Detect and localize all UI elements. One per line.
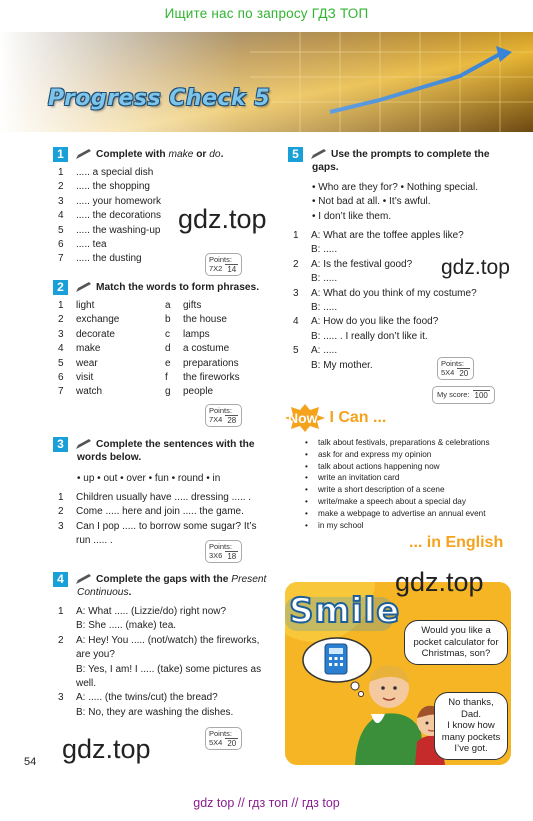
dialogue-line: 1 A: What ..... (Lizzie/do) right now? [58, 606, 227, 617]
list-item: f the fireworks [165, 372, 240, 384]
points-box-5: Points: 5X4 20 [437, 357, 474, 380]
dialogue-line: B: My mother. [311, 359, 373, 371]
smile-logo: Smile [283, 589, 395, 637]
dialogue-line: 2 A: Hey! You ..... (not/watch) the fireworks, [58, 634, 260, 646]
section-3-list [58, 491, 273, 549]
dialogue-line: 4 A: How do you like the food? [293, 316, 439, 328]
dialogue-line: B: Yes, I am! I ..... (take) some pictures as [76, 663, 262, 675]
page-number: 54 [24, 756, 37, 768]
list-item: 4 make [58, 343, 101, 355]
page-title: Progress Check 5 [48, 86, 271, 111]
header-banner [0, 32, 533, 132]
section-3-number: 3 [53, 437, 68, 452]
prompt-line: • I don’t like them. [312, 210, 392, 222]
list-item: run ..... . [76, 535, 113, 547]
list-item: 3 ..... your homework [58, 195, 162, 207]
list-item: a gifts [165, 300, 202, 311]
watermark-text: gdz.top [441, 256, 510, 279]
section-5-prompts [312, 181, 478, 224]
watermark-text: gdz.top [62, 734, 151, 764]
points-box-1: Points: 7X2 14 [205, 253, 242, 276]
dialogue-line: 3 A: What do you think of my costume? [293, 287, 477, 299]
list-item: e preparations [165, 357, 239, 369]
list-item: 1 Children usually have ..... dressing ..... . [58, 492, 252, 503]
section-4-heading: Complete the gaps with the Present Continuous. [77, 574, 267, 598]
section-5-heading: Use the prompts to complete the gaps. [312, 149, 490, 173]
list-item: 7 ..... the dusting [58, 253, 142, 265]
dialogue-line: B: ..... [311, 302, 338, 314]
now-i-can-list [300, 437, 515, 531]
list-item: 1 light [58, 300, 95, 311]
list-item: 2 exchange [58, 314, 120, 326]
list-item: 7 watch [58, 386, 103, 398]
dialogue-line: B: ..... . I really don’t like it. [311, 330, 428, 342]
in-english-label: ... in English [409, 534, 504, 551]
list-item: 5 wear [58, 357, 98, 369]
my-score-box: My score: 100 [432, 386, 495, 404]
bottom-watermark: gdz top // гдз топ // гдз top [193, 796, 340, 810]
list-item: • talk about festivals, preparations & celebrations [300, 437, 515, 449]
dialogue-line: 3 A: ..... (the twins/cut) the bread? [58, 692, 218, 704]
list-item: • write a short description of a scene [300, 484, 515, 496]
points-box-3: Points: 3X6 18 [205, 540, 242, 563]
section-1-number: 1 [53, 147, 68, 162]
list-item: • write an invitation card [300, 472, 515, 484]
list-item: 2 Come ..... here and join ..... the game. [58, 506, 244, 518]
section-2-left-list [58, 299, 119, 400]
section-4-list [58, 605, 273, 720]
dialogue-line: are you? [76, 649, 115, 661]
list-item: • make a webpage to advertise an annual event [300, 508, 515, 520]
dialogue-line: 5 A: ..... [293, 345, 338, 357]
dialogue-line: B: She ..... (make) tea. [76, 620, 177, 632]
top-watermark: Ищите нас по запросу ГДЗ ТОП [164, 6, 369, 21]
section-2-number: 2 [53, 280, 68, 295]
list-item: 6 ..... tea [58, 239, 107, 251]
list-item: 6 visit [58, 372, 94, 384]
prompt-line: • Who are they for? • Nothing special. [312, 182, 478, 193]
list-item: 1 ..... a special dish [58, 167, 154, 178]
list-item: 4 ..... the decorations [58, 210, 162, 222]
list-item: b the house [165, 314, 227, 326]
dialogue-line: 2 A: Is the festival good? [293, 258, 413, 270]
list-item: • ask for and express my opinion [300, 449, 515, 461]
dialogue-line: B: ..... [311, 244, 338, 256]
list-item: d a costume [165, 343, 230, 355]
pencil-icon [75, 148, 93, 160]
dialogue-line: 1 A: What are the toffee apples like? [293, 230, 464, 241]
section-5-number: 5 [288, 147, 303, 162]
section-3-word-bank: • up • out • over • fun • round • in [77, 473, 221, 484]
list-item: • talk about actions happening now [300, 461, 515, 473]
section-5-list [293, 229, 513, 373]
prompt-line: • Not bad at all. • It’s awful. [312, 196, 431, 208]
dialogue-line: B: No, they are washing the dishes. [76, 706, 234, 718]
list-item: g people [165, 386, 214, 398]
points-box-2: Points: 7X4 28 [205, 404, 242, 427]
section-3-heading: Complete the sentences with the words below. [77, 439, 255, 463]
section-1-list [58, 166, 161, 267]
dialogue-line: well. [76, 678, 97, 690]
section-2-heading: Match the words to form phrases. [96, 282, 260, 293]
watermark-text: gdz.top [178, 204, 267, 234]
points-box-4: Points: 5X4 20 [205, 727, 242, 750]
pencil-icon [75, 573, 93, 585]
list-item: 5 ..... the washing-up [58, 224, 161, 236]
list-item: 3 Can I pop ..... to borrow some sugar? It’s [58, 520, 257, 532]
speech-bubble-dad: Would you like a pocket calculator for Christmas, son? [404, 620, 508, 665]
pencil-icon [310, 148, 328, 160]
now-i-can-header: Now I Can ... [285, 404, 511, 432]
pencil-icon [75, 281, 93, 293]
list-item: 3 decorate [58, 328, 115, 340]
pencil-icon [75, 438, 93, 450]
dialogue-line: B: ..... [311, 273, 338, 285]
section-4-number: 4 [53, 572, 68, 587]
speech-bubble-son: No thanks, Dad. I know how many pockets I’ve got. [434, 692, 508, 760]
section-1-heading: Complete with make or do. [96, 149, 224, 160]
watermark-text: gdz.top [395, 567, 484, 597]
list-item: • in my school [300, 520, 515, 532]
list-item: c lamps [165, 328, 210, 340]
list-item: 2 ..... the shopping [58, 181, 150, 193]
section-2-right-list [165, 299, 240, 400]
list-item: • write/make a speech about a special day [300, 496, 515, 508]
